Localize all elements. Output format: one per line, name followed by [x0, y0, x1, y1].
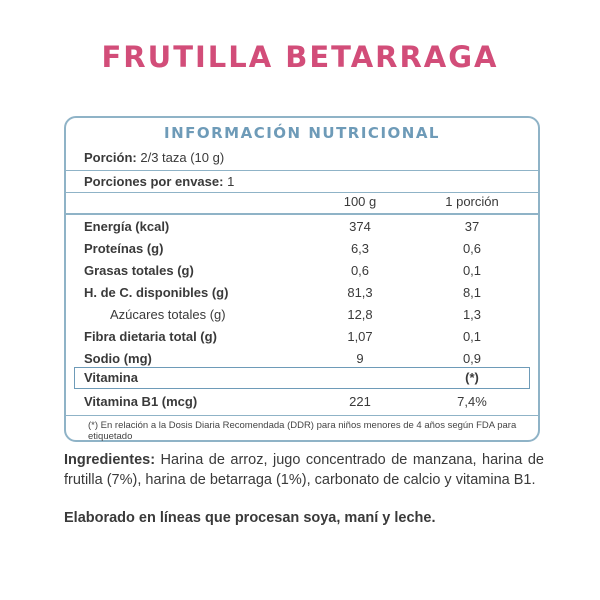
servings-line [84, 174, 234, 189]
column-header-100g: 100 g [343, 194, 377, 209]
vitamin-row [66, 391, 538, 413]
nutrient-row [66, 238, 538, 260]
divider [66, 415, 538, 416]
nutrient-row [66, 216, 538, 238]
column-header-portion: 1 porción [445, 194, 499, 209]
ingredients-heading: Ingredientes: [64, 452, 156, 468]
nutrient-row [66, 260, 538, 282]
portion-line [84, 150, 224, 165]
divider [66, 170, 538, 171]
nutrient-value-100g: 1,07 [347, 329, 373, 344]
nutrient-value-100g: 374 [349, 219, 371, 234]
nutrient-value-portion: 0,6 [462, 241, 482, 256]
nutrient-row [66, 326, 538, 348]
product-title: FRUTILLA BETARRAGA [101, 40, 499, 74]
nutrient-value-100g: 9 [356, 351, 364, 366]
nutrient-value-portion: 0,9 [462, 351, 482, 366]
vitamin-header-label: Vitamina [84, 370, 138, 385]
nutrition-heading: INFORMACIÓN NUTRICIONAL [164, 124, 440, 142]
nutrient-value-portion: 8,1 [462, 285, 482, 300]
nutrient-value-100g: 0,6 [350, 263, 370, 278]
nutrient-value-100g: 6,3 [350, 241, 370, 256]
nutrient-label: Fibra dietaria total (g) [84, 329, 217, 344]
nutrient-label: H. de C. disponibles (g) [84, 285, 229, 300]
ddr-footnote: (*) En relación a la Dosis Diaria Recomendada (DDR) para niños menores de 4 años según FDA para etiquetado [88, 420, 517, 442]
divider [66, 192, 538, 193]
vitamin-header-box [74, 367, 530, 389]
nutrient-row [66, 282, 538, 304]
portion-value: 2/3 taza (10 g) [140, 150, 225, 165]
nutrient-label: Energía (kcal) [84, 219, 170, 234]
ingredients-text [64, 450, 544, 490]
nutrient-label: Grasas totales (g) [84, 263, 194, 278]
portion-label: Porción: [84, 150, 137, 165]
vitamin-value-portion: 7,4% [457, 394, 487, 409]
nutrient-label: Sodio (mg) [84, 351, 152, 366]
ingredients-list: Harina de arroz, jugo concentrado de manzana, harina de frutilla (7%), harina de betarraga (1%), carbonato de calcio y vitamina B1. [64, 452, 544, 488]
vitamin-label: Vitamina B1 (mcg) [84, 394, 198, 409]
nutrient-value-portion: 0,1 [462, 329, 482, 344]
nutrient-label: Proteínas (g) [84, 241, 164, 256]
divider [66, 213, 538, 215]
servings-value: 1 [227, 174, 235, 189]
allergen-notice: Elaborado en líneas que procesan soya, maní y leche. [64, 510, 436, 526]
nutrient-label: Azúcares totales (g) [110, 307, 226, 322]
nutrient-value-portion: 0,1 [462, 263, 482, 278]
nutrient-value-portion: 37 [464, 219, 480, 234]
nutrient-row [66, 304, 538, 326]
servings-label: Porciones por envase: [84, 174, 224, 189]
nutrient-value-100g: 81,3 [347, 285, 373, 300]
nutrient-value-100g: 12,8 [347, 307, 373, 322]
nutrition-facts-panel [64, 116, 540, 442]
vitamin-value-100g: 221 [349, 394, 371, 409]
vitamin-header-mark: (*) [465, 370, 479, 385]
nutrient-value-portion: 1,3 [462, 307, 482, 322]
